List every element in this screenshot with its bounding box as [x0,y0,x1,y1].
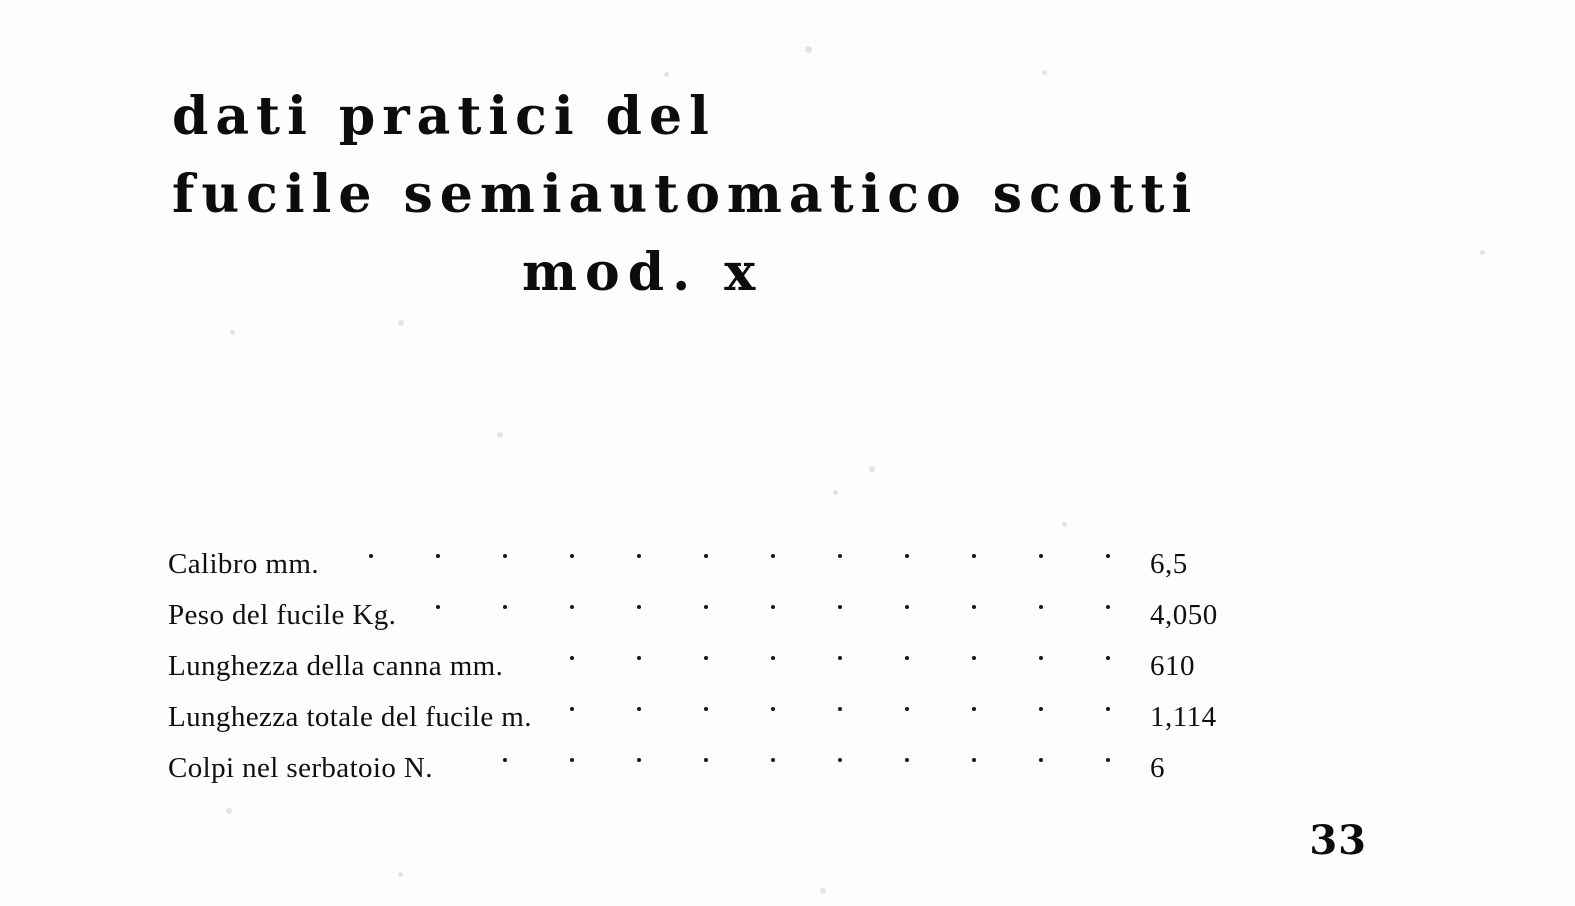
spec-label: Lunghezza della canna mm. [168,650,504,682]
spec-value: 1,114 [1150,701,1217,733]
leader-dot [369,554,373,558]
paper-speck [398,320,404,326]
leader-dot [972,554,976,558]
leader-dot [436,554,440,558]
leader-dot [838,605,842,609]
page-title [0,78,1575,312]
leader-dot [570,656,574,660]
leader-dot [570,605,574,609]
spec-value: 610 [1150,650,1195,682]
paper-speck [497,432,503,438]
page-number: 33 [1309,817,1367,864]
leader-dot [1106,554,1110,558]
spec-value: 6,5 [1150,548,1188,580]
paper-speck [820,888,826,894]
page-title-line-1: dati pratici del [172,86,716,147]
leader-dot [771,758,775,762]
leader-dot [704,554,708,558]
leader-dot [1039,554,1043,558]
paper-speck [833,490,838,495]
leader-dots [513,624,1128,675]
leader-dots [542,675,1128,726]
leader-dot [972,707,976,711]
leader-dot [503,758,507,762]
leader-dot [1039,758,1043,762]
paper-speck [664,72,669,77]
leader-dot [972,656,976,660]
leader-dot [570,554,574,558]
leader-dot [570,707,574,711]
leader-dot [1106,656,1110,660]
leader-dots [443,726,1128,777]
leader-dot [637,554,641,558]
leader-dot [838,554,842,558]
leader-dot [1039,656,1043,660]
leader-dot [972,758,976,762]
leader-dot [704,707,708,711]
specifications-table [168,522,1288,784]
leader-dot [905,707,909,711]
leader-dot [771,707,775,711]
leader-dot [704,758,708,762]
leader-dot [838,758,842,762]
leader-dot [905,554,909,558]
paper-speck [1042,70,1047,75]
leader-dot [1106,758,1110,762]
leader-dot [905,758,909,762]
leader-dots [406,573,1128,624]
leader-dot [503,605,507,609]
spec-label: Peso del fucile Kg. [168,599,397,631]
leader-dot [972,605,976,609]
leader-dot [1106,605,1110,609]
paper-speck [230,330,235,335]
leader-dot [436,605,440,609]
leader-dot [771,605,775,609]
leader-dot [771,656,775,660]
paper-speck [226,808,232,814]
leader-dot [637,707,641,711]
leader-dot [503,554,507,558]
leader-dot [637,758,641,762]
leader-dot [838,656,842,660]
leader-dot [637,605,641,609]
spec-value: 4,050 [1150,599,1218,631]
leader-dot [570,758,574,762]
leader-dot [704,656,708,660]
spec-label: Lunghezza totale del fucile m. [168,701,532,733]
spec-label: Colpi nel serbatoio N. [168,752,433,784]
leader-dot [771,554,775,558]
leader-dot [704,605,708,609]
table-row [168,573,1288,631]
table-row [168,522,1288,580]
page-title-line-3: mod. x [522,242,764,303]
leader-dot [637,656,641,660]
paper-speck [869,466,875,472]
page-title-line-2: fucile semiautomatico scotti [172,164,1199,225]
paper-speck [398,872,403,877]
spec-value: 6 [1150,752,1165,784]
leader-dot [1039,707,1043,711]
paper-speck [805,46,812,53]
spec-label: Calibro mm. [168,548,320,580]
leader-dot [905,656,909,660]
leader-dot [905,605,909,609]
leader-dot [1106,707,1110,711]
leader-dots [329,522,1128,573]
leader-dot [1039,605,1043,609]
leader-dot [838,707,842,711]
